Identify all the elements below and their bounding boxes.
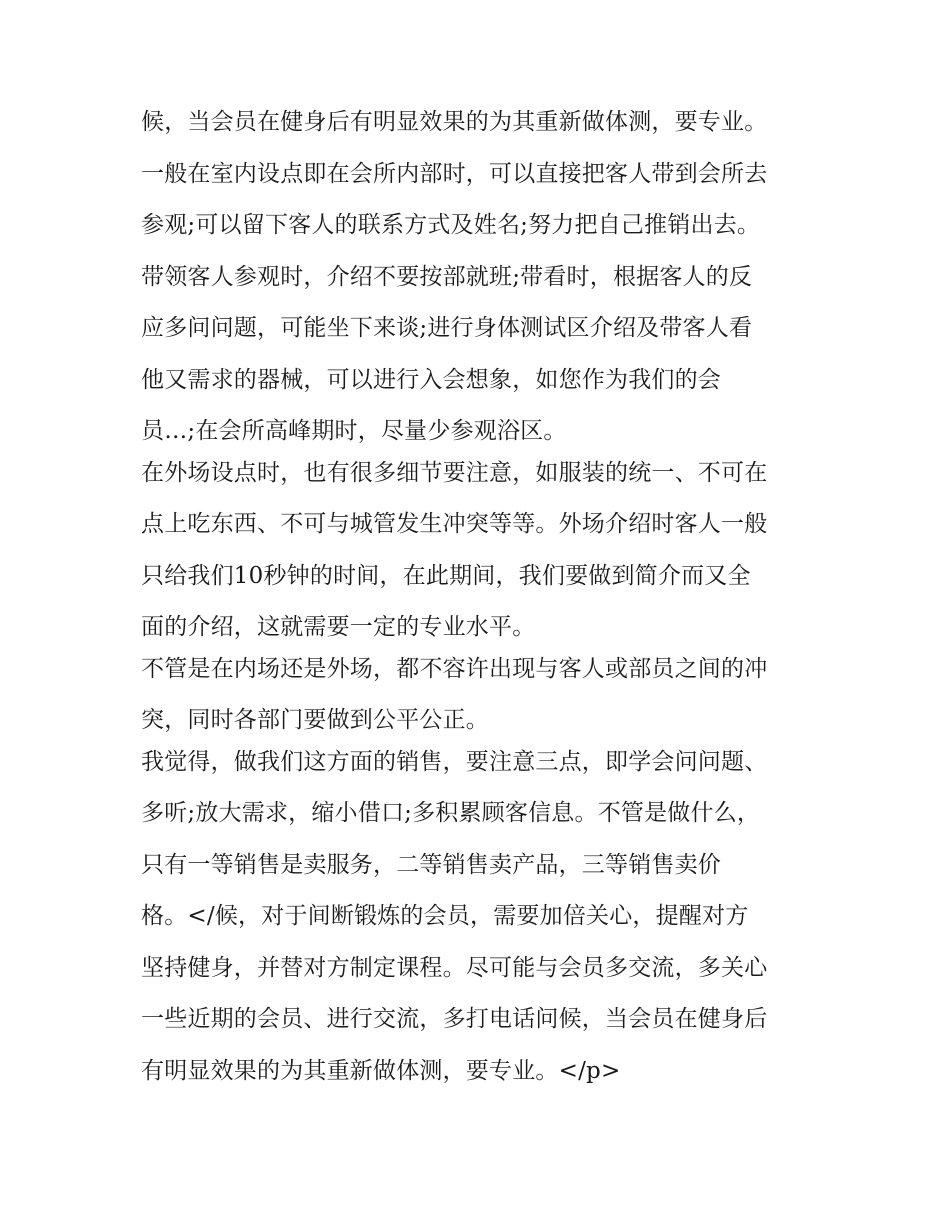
text-line-4: 带领客人参观时，介绍不要按部就班;带看时，根据客人的反 xyxy=(141,263,753,290)
text-line-9: 点上吃东西、不可与城管发生冲突等等。外场介绍时客人一般 xyxy=(141,511,768,537)
text-line-14: 我觉得，做我们这方面的销售，要注意三点，即学会问问题、 xyxy=(141,748,768,775)
text-line-15: 多听;放大需求，缩小借口;多积累顾客信息。不管是做什么， xyxy=(141,800,761,826)
text-line-7: 员…;在会所高峰期时，尽量少参观浴区。 xyxy=(141,418,567,444)
text-line-3: 参观;可以留下客人的联系方式及姓名;努力把自己推销出去。 xyxy=(141,212,761,238)
text-line-12: 不管是在内场还是外场，都不容许出现与客人或部员之间的冲 xyxy=(141,655,768,682)
text-line-11: 面的介绍，这就需要一定的专业水平。 xyxy=(141,614,536,640)
text-line-20: 有明显效果的为其重新做体测，要专业。</p> xyxy=(141,1057,621,1084)
text-line-19: 一些近期的会员、进行交流，多打电话问候，当会员在健身后 xyxy=(141,1006,768,1032)
text-line-10: 只给我们10秒钟的时间，在此期间，我们要做到简介而又全 xyxy=(141,562,751,589)
text-line-17: 格。</候，对于间断锻炼的会员，需要加倍关心，提醒对方 xyxy=(141,903,749,929)
text-line-5: 应多问问题，可能坐下来谈;进行身体测试区介绍及带客人看 xyxy=(141,315,753,341)
text-line-13: 突，同时各部门要做到公平公正。 xyxy=(141,707,489,733)
text-line-8: 在外场设点时，也有很多细节要注意，如服装的统一、不可在 xyxy=(141,459,768,486)
document-body xyxy=(141,107,821,1086)
text-line-16: 只有一等销售是卖服务，二等销售卖产品，三等销售卖价 xyxy=(141,851,721,878)
text-line-2: 一般在室内设点即在会所内部时，可以直接把客人带到会所去 xyxy=(141,160,768,187)
text-line-6: 他又需求的器械，可以进行入会想象，如您作为我们的会 xyxy=(141,366,721,393)
text-line-18: 坚持健身，并替对方制定课程。尽可能与会员多交流，多关心 xyxy=(141,954,768,981)
text-line-1: 候，当会员在健身后有明显效果的为其重新做体测，要专业。 xyxy=(141,109,768,135)
